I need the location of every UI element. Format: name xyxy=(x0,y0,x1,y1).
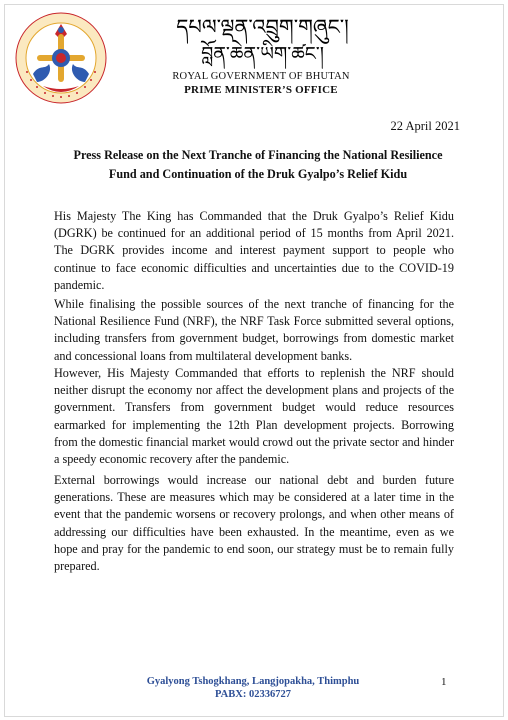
release-date: 22 April 2021 xyxy=(390,119,460,133)
office-name: PRIME MINISTER’S OFFICE xyxy=(184,84,338,96)
paragraph-4: External borrowings would increase our national debt and burden future generations. These are measures which may be considered at a later time in the event that the pandemic worsens or recovery prolongs, and when other means of addressing our difficulties have been exhausted. In the meantime, even as we hope and pray for the pandemic to end soon, our strategy must be to remain fully prepared. xyxy=(54,473,454,574)
dzongkha-office-name: བློན་ཆེན་ཡིག་ཚང་། xyxy=(201,43,324,65)
paragraph-3: However, His Majesty Commanded that efforts to replenish the NRF should neither disrupt the economy nor affect the development plans and projects of the government. Transfers from government budget would reduce resources earmarked for implementing the 12th Plan development projects. Borrowing from the domestic financial market would crowd out the private sector and hinder a speedy economic recovery after the pandemic. xyxy=(54,366,454,467)
paragraph-1: His Majesty The King has Commanded that the Druk Gyalpo’s Relief Kidu (DGRK) be continued for an additional period of 15 months from April 2021. The DGRK provides income and interest payment support to people who continue to face economic difficulties and uncertainties due to the COVID-19 pandemic. xyxy=(54,209,454,292)
footer-pabx: PABX: 02336727 xyxy=(215,689,291,700)
bhutan-emblem-logo xyxy=(15,12,107,104)
organization-name: ROYAL GOVERNMENT OF BHUTAN xyxy=(172,71,350,82)
footer-address: Gyalyong Tshogkhang, Langjopakha, Thimphu xyxy=(146,676,360,687)
page-number: 1 xyxy=(441,676,447,688)
press-release-title: Press Release on the Next Tranche of Financing the National Resilience Fund and Continuation of the Druk Gyalpo’s Relief Kidu xyxy=(73,148,443,181)
dzongkha-government-name: དཔལ་ལྡན་འབྲུག་གཞུང་། xyxy=(176,15,349,39)
paragraph-2: While finalising the possible sources of the next tranche of financing for the National Resilience Fund (NRF), the NRF Task Force submitted several options, including transfers from government budget, borrowings from domestic market and concessional loans from multilateral development banks. xyxy=(54,297,454,363)
